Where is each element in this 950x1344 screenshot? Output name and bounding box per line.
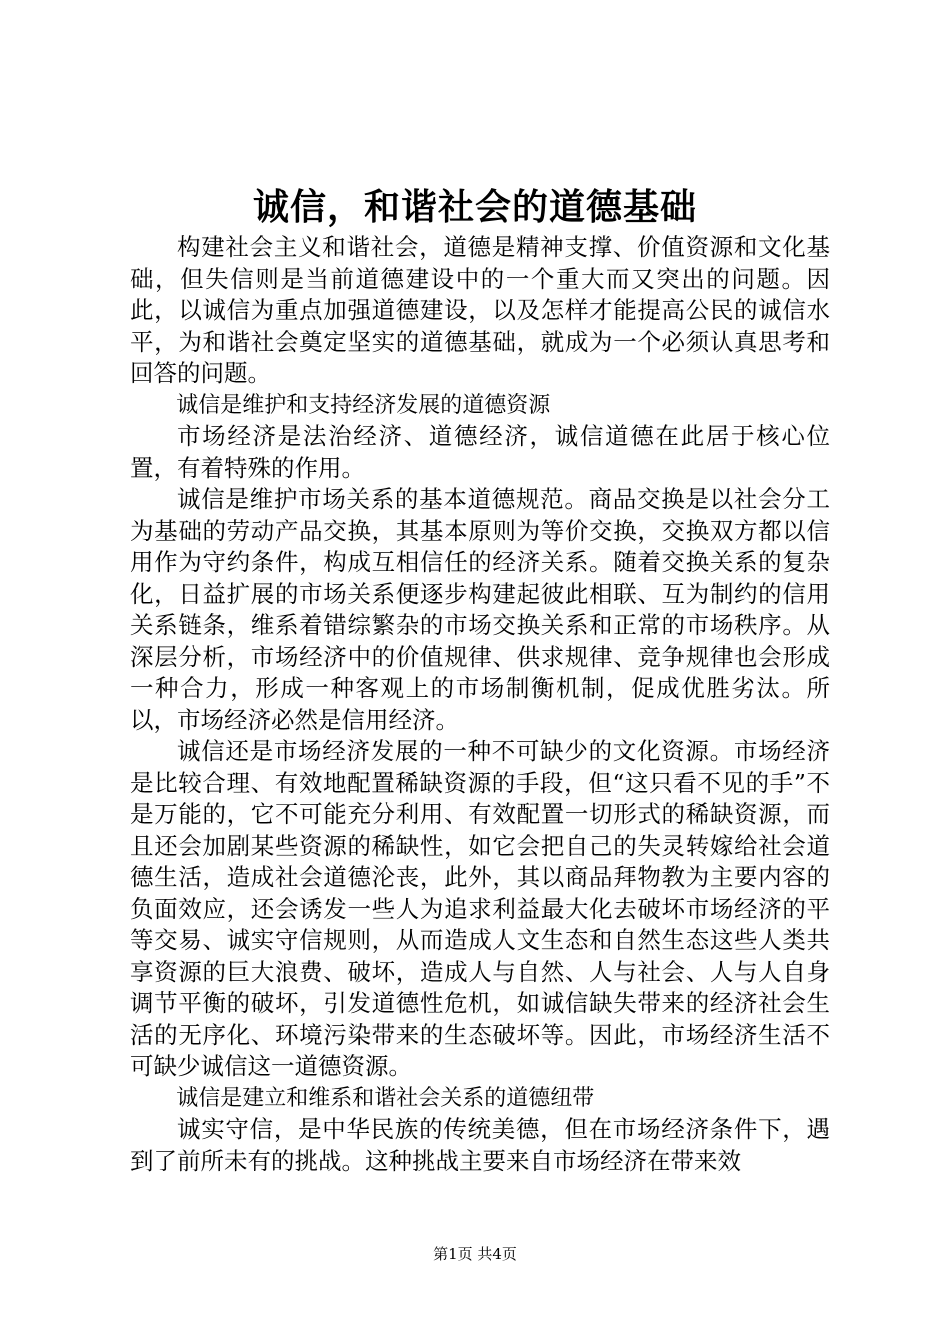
- paragraph: 诚信还是市场经济发展的一种不可缺少的文化资源。市场经济是比较合理、有效地配置稀缺资源的手段，但“这只看不见的手”不是万能的，它不可能充分利用、有效配置一切形式的稀缺资源，而且还会加剧某些资源的稀缺性，如它会把自己的失灵转嫁给社会道德生活，造成社会道德沦丧，此外，其以商品拜物教为主要内容的负面效应，还会诱发一些人为追求利益最大化去破坏市场经济的平等交易、诚实守信规则，从而造成人文生态和自然生态这些人类共享资源的巨大浪费、破坏，造成人与自然、人与社会、人与人自身调节平衡的破坏，引发道德性危机，如诚信缺失带来的经济社会生活的无序化、环境污染带来的生态破坏等。因此，市场经济生活不可缺少诚信这一道德资源。: [130, 737, 830, 1080]
- paragraph: 构建社会主义和谐社会，道德是精神支撑、价值资源和文化基础，但失信则是当前道德建设中的一个重大而又突出的问题。因此，以诚信为重点加强道德建设，以及怎样才能提高公民的诚信水平，为和谐社会奠定坚实的道德基础，就成为一个必须认真思考和回答的问题。: [130, 233, 830, 387]
- section-heading: 诚信是维护和支持经济发展的道德资源: [176, 392, 551, 418]
- page-footer: 第1页 共4页: [433, 1245, 517, 1263]
- paragraph: 市场经济是法治经济、道德经济，诚信道德在此居于核心位置，有着特殊的作用。: [130, 422, 830, 482]
- paragraph: 诚实守信，是中华民族的传统美德，但在市场经济条件下，遇到了前所未有的挑战。这种挑战主要来自市场经济在带来效: [130, 1115, 830, 1175]
- document-title: 诚信，和谐社会的道德基础: [252, 186, 697, 228]
- paragraph: 诚信是维护市场关系的基本道德规范。商品交换是以社会分工为基础的劳动产品交换，其基本原则为等价交换，交换双方都以信用作为守约条件，构成互相信任的经济关系。随着交换关系的复杂化，日益扩展的市场关系便逐步构建起彼此相联、互为制约的信用关系链条，维系着错综繁杂的市场交换关系和正常的市场秩序。从深层分析，市场经济中的价值规律、供求规律、竞争规律也会形成一种合力，形成一种客观上的市场制衡机制，促成优胜劣汰。所以，市场经济必然是信用经济。: [130, 485, 830, 734]
- section-heading: 诚信是建立和维系和谐社会关系的道德纽带: [176, 1085, 595, 1111]
- document-body: [130, 232, 830, 1177]
